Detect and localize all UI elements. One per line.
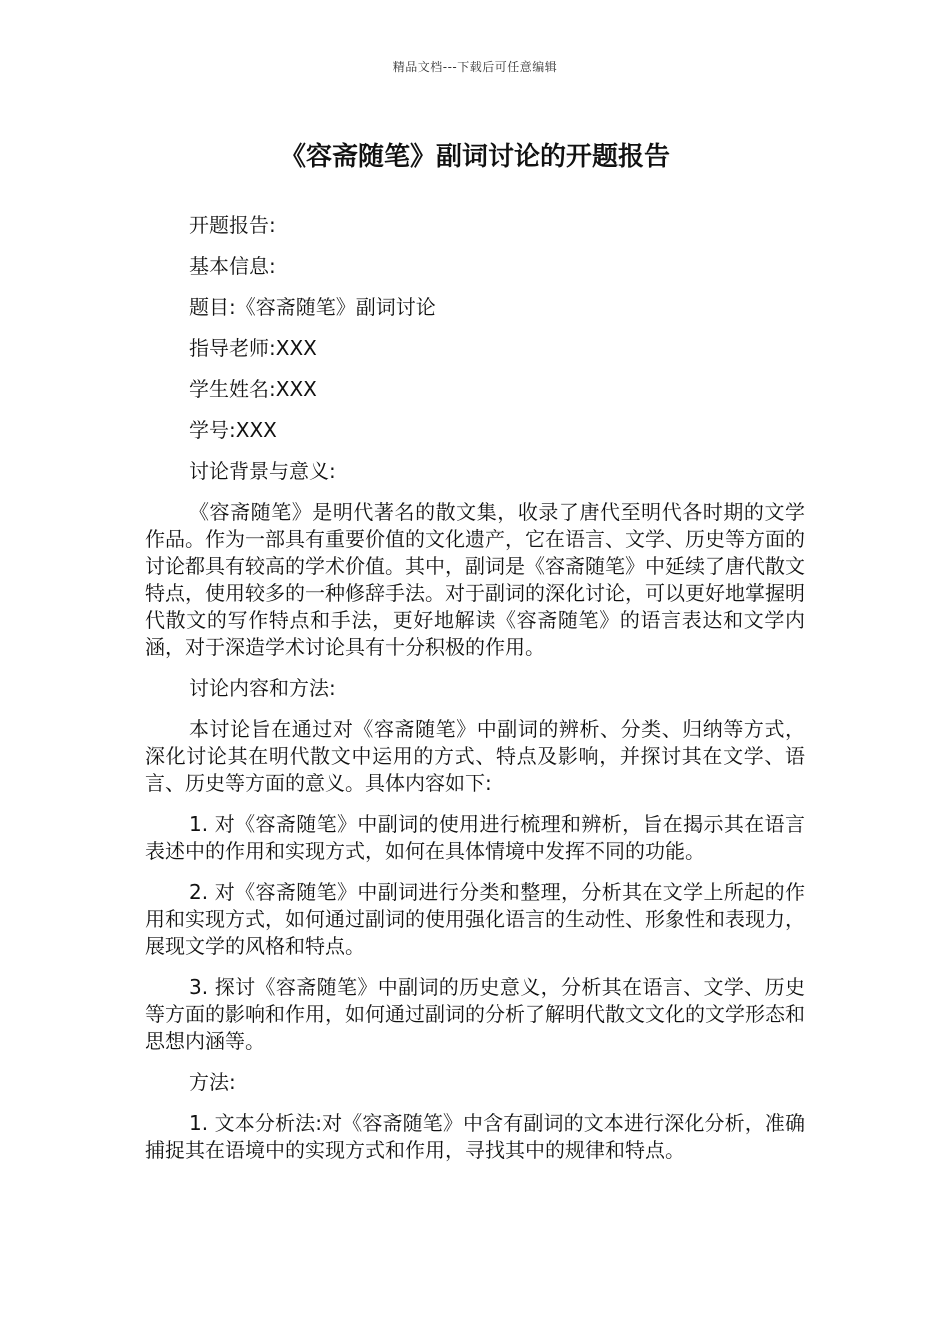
paragraph-content-item-2: 2. 对《容斋随笔》中副词进行分类和整理，分析其在文学上所起的作用和实现方式，如何通过副词的使用强化语言的生动性、形象性和表现力，展现文学的风格和特点。 <box>145 880 805 958</box>
paragraph-content-intro: 本讨论旨在通过对《容斋随笔》中副词的辨析、分类、归纳等方式，深化讨论其在明代散文中运用的方式、特点及影响，并探讨其在文学、语言、历史等方面的意义。具体内容如下: <box>145 717 805 795</box>
paragraph-report-label: 开题报告: <box>189 213 276 237</box>
paragraph-student-name: 学生姓名:XXX <box>189 377 317 401</box>
paragraph-content-item-1: 1. 对《容斋随笔》中副词的使用进行梳理和辨析，旨在揭示其在语言表述中的作用和实现方式，如何在具体情境中发挥不同的功能。 <box>145 812 805 863</box>
header-note: 精品文档---下载后可任意编辑 <box>392 60 558 74</box>
paragraph-student-id: 学号:XXX <box>189 418 277 442</box>
paragraph-background-text: 《容斋随笔》是明代著名的散文集，收录了唐代至明代各时期的文学作品。作为一部具有重要价值的文化遗产，它在语言、文学、历史等方面的讨论都具有较高的学术价值。其中，副词是《容斋随笔》中延续了唐代散文特点，使用较多的一种修辞手法。对于副词的深化讨论，可以更好地掌握明代散文的写作特点和手法，更好地解读《容斋随笔》的语言表达和文学内涵，对于深造学术讨论具有十分积极的作用。 <box>145 500 805 659</box>
paragraph-method-item-1: 1. 文本分析法:对《容斋随笔》中含有副词的文本进行深化分析，准确捕捉其在语境中的实现方式和作用，寻找其中的规律和特点。 <box>145 1111 805 1162</box>
paragraph-methods-label: 方法: <box>189 1070 236 1094</box>
paragraph-background-label: 讨论背景与意义: <box>189 459 336 483</box>
paragraph-topic: 题目:《容斋随笔》副词讨论 <box>189 295 436 319</box>
paragraph-content-item-3: 3. 探讨《容斋随笔》中副词的历史意义，分析其在语言、文学、历史等方面的影响和作用，如何通过副词的分析了解明代散文文化的文学形态和思想内涵等。 <box>145 975 805 1053</box>
paragraph-content-methods-label: 讨论内容和方法: <box>189 676 336 700</box>
paragraph-basic-info-label: 基本信息: <box>189 254 276 278</box>
paragraph-advisor: 指导老师:XXX <box>189 336 317 360</box>
document-body <box>145 212 805 1178</box>
document-title: 《容斋随笔》副词讨论的开题报告 <box>279 142 670 172</box>
